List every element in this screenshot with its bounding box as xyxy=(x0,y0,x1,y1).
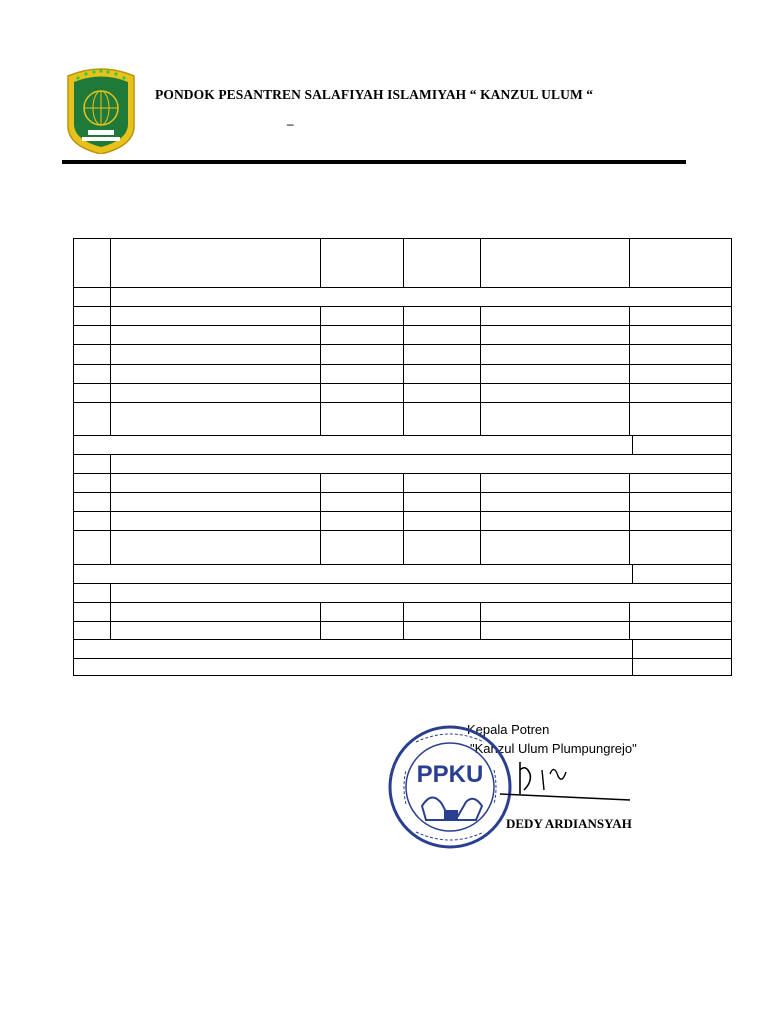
table-col-divider xyxy=(403,239,404,287)
signatory-name: DEDY ARDIANSYAH xyxy=(506,816,632,831)
table-col-divider xyxy=(110,239,111,435)
table-col-divider xyxy=(629,473,630,564)
pesantren-logo xyxy=(62,66,140,154)
table-col-divider xyxy=(110,583,111,639)
table-col-divider xyxy=(110,454,111,564)
table-col-divider xyxy=(480,602,481,639)
table-row-divider xyxy=(74,454,731,455)
report-table xyxy=(73,238,732,676)
signatory-institution: "Kanzul Ulum Plumpungrejo" xyxy=(470,741,637,756)
table-col-divider xyxy=(480,473,481,564)
table-col-divider xyxy=(480,306,481,435)
signatory-role: Kepala Potren xyxy=(467,722,550,737)
table-col-divider xyxy=(403,306,404,435)
table-col-divider xyxy=(632,435,633,454)
table-col-divider xyxy=(403,473,404,564)
table-col-divider xyxy=(403,602,404,639)
table-col-divider xyxy=(629,602,630,639)
svg-text:PPKU: PPKU xyxy=(416,761,484,788)
table-row-divider xyxy=(74,287,731,288)
handwritten-signature xyxy=(480,750,640,820)
header-divider xyxy=(62,160,686,164)
table-col-divider xyxy=(320,473,321,564)
table-col-divider xyxy=(629,239,630,287)
header-subtitle: – xyxy=(287,116,294,131)
table-col-divider xyxy=(632,564,633,583)
table-col-divider xyxy=(480,239,481,287)
table-col-divider xyxy=(320,306,321,435)
table-col-divider xyxy=(629,306,630,435)
table-col-divider xyxy=(320,239,321,287)
table-row-divider xyxy=(74,583,731,584)
institution-title: PONDOK PESANTREN SALAFIYAH ISLAMIYAH “ KANZUL ULUM “ xyxy=(155,87,594,102)
table-col-divider xyxy=(632,639,633,676)
table-col-divider xyxy=(320,602,321,639)
